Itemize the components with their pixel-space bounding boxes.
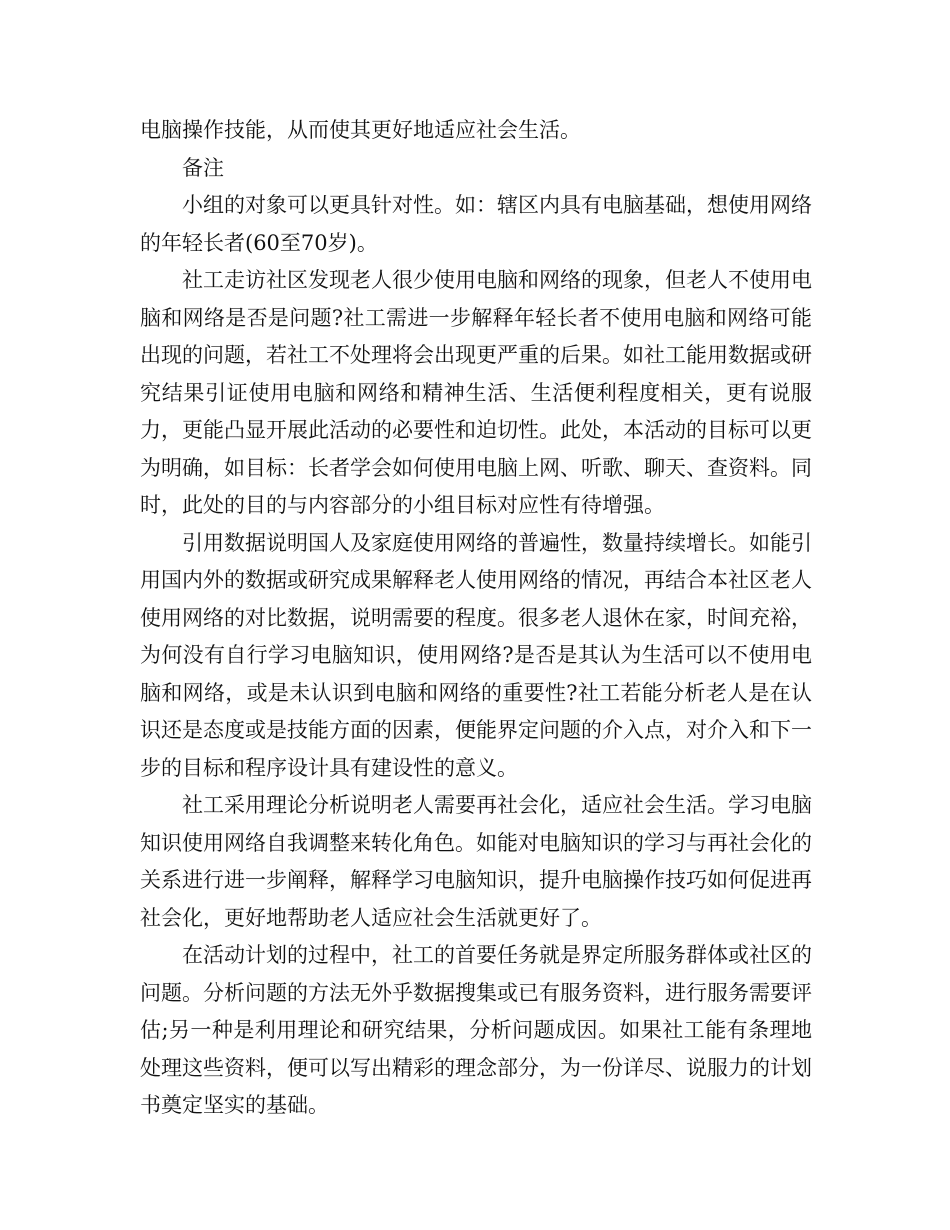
paragraph-data-citation: 引用数据说明国人及家庭使用网络的普遍性，数量持续增长。如能引用国内外的数据或研究成果解释老人使用网络的情况，再结合本社区老人使用网络的对比数据，说明需要的程度。很多老人退休在家，时间充裕，为何没有自行学习电脑知识，使用网络?是否是其认为生活可以不使用电脑和网络，或是未认识到电脑和网络的重要性?社工若能分析老人是在认识还是态度或是技能方面的因素，便能界定问题的介入点，对介入和下一步的目标和程序设计具有建设性的意义。 — [140, 530, 812, 780]
paragraph-target-group: 小组的对象可以更具针对性。如：辖区内具有电脑基础，想使用网络的年轻长者(60至70岁)。 — [140, 193, 812, 255]
paragraph-note-heading: 备注 — [182, 155, 224, 180]
paragraph-continuation: 电脑操作技能，从而使其更好地适应社会生活。 — [140, 118, 581, 142]
paragraph-problem-analysis: 社工走访社区发现老人很少使用电脑和网络的现象，但老人不使用电脑和网络是否是问题?社工需进一步解释年轻长者不使用电脑和网络可能出现的问题，若社工不处理将会出现更严重的后果。如社工能用数据或研究结果引证使用电脑和网络和精神生活、生活便利程度相关，更有说服力，更能凸显开展此活动的必要性和迫切性。此处，本活动的目标可以更为明确，如目标：长者学会如何使用电脑上网、听歌、聊天、查资料。同时，此处的目的与内容部分的小组目标对应性有待增强。 — [140, 268, 812, 517]
paragraph-theory-analysis: 社工采用理论分析说明老人需要再社会化，适应社会生活。学习电脑知识使用网络自我调整来转化角色。如能对电脑知识的学习与再社会化的关系进行进一步阐释，解释学习电脑知识，提升电脑操作技巧如何促进再社会化，更好地帮助老人适应社会生活就更好了。 — [140, 793, 812, 930]
paragraph-planning-summary: 在活动计划的过程中，社工的首要任务就是界定所服务群体或社区的问题。分析问题的方法无外乎数据搜集或已有服务资料，进行服务需要评估;另一种是利用理论和研究结果，分析问题成因。如果社工能有条理地处理这些资料，便可以写出精彩的理念部分，为一份详尽、说服力的计划书奠定坚实的基础。 — [140, 943, 812, 1117]
document-page — [140, 112, 812, 1125]
